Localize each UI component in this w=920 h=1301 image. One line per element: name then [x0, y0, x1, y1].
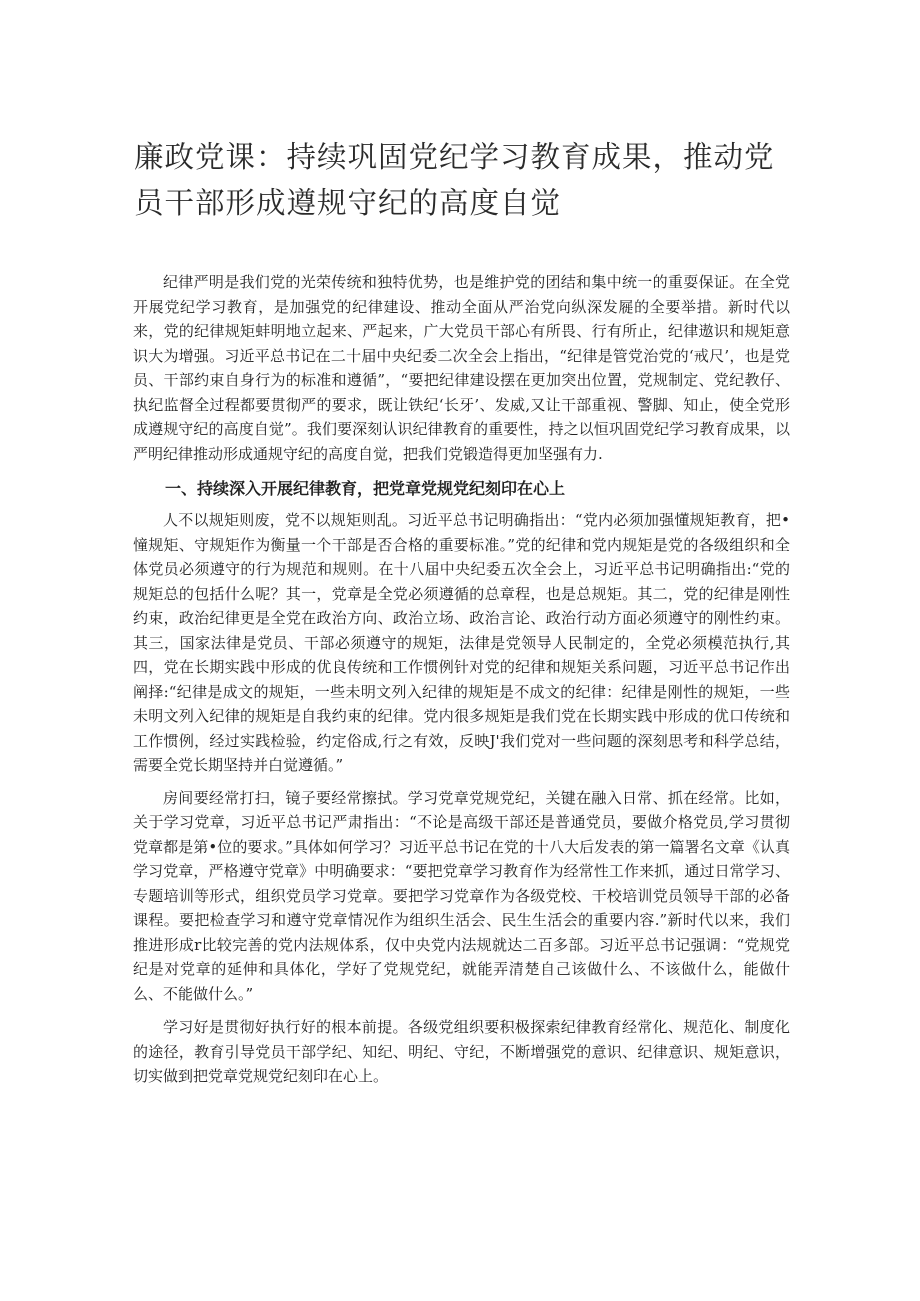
section-heading-1: 一、持续深入开展纪律教育，把党章党规党纪刻印在心上 [165, 479, 566, 498]
intro-paragraph: 纪律严明是我们党的光荣传统和独特优势，也是维护党的团结和集中统一的重耍保证。在全党开展党纪学习教育，是加强党的纪律建设、推动全面从严治党向纵深发屣的全要举措。新时代以来，党的纪律规矩蚌明地立起来、严起来，广大党员干部心有所畏、行有所止，纪律遨识和规矩意识大为增强。习近平总书记在二十届中央纪委二次全会上指出，“纪律是管党治党的‘戒尺’，也是党员、干部约束自身行为的标准和遵循”，“要把纪律建设摆在更加突出位置，党规制定、党纪教仔、执纪监督全过程都要贯彻严的要求，既让铁纪‘长牙’、发威,又让干部重视、警脚、知止，使全党形成遵规守纪的高度自觉”。我们要深刻认识纪律教育的重要性，持之以恒巩固党纪学习教育成果，以严明纪律推动形成通规守纪的高度自觉，把我们党锻造得更加坚强有力. [133, 273, 790, 463]
section1-paragraph-2: 房间要经常打扫，镜子要经常擦拭。学习党章党规党纪，关键在融入日常、抓在经常。比如，关于学习党章，习近平总书记严肃指出：“不论是高级干部还是普通党员，要做介格党员,学习贯彻党章都是第•位的要求。”具体如何学习？习近平总书记在党的十八大后发表的第一篇署名文章《认真学习党章，严格遵守党章》中明确要求：“要把党章学习教育作为经常性工作来抓，通过日常学习、专题培训等形式，组织党员学习党章。要把学习党章作为各级党校、干校培训党员领导干部的必备课程。要把检查学习和遵守党章情况作为组织生活会、民生生活会的重要内容.”新时代以来，我们推进形成r比较完善的党内法规体系，仅中央党内法规就达二百多部。习近平总书记强调：“党规党纪是对党章的延伸和具体化，学好了党规党纪，就能弄清楚自己该做什么、不该做什么，能做什么、不能做什么。” [133, 788, 790, 1003]
section1-paragraph-1: 人不以规矩则废，党不以规矩则乱。习近平总书记明确指出：“党内必须加强懂规矩教育，把•憧规矩、守规矩作为衡量一个干部是否合格的重要标准。”党的纪律和党内规矩是党的各级组织和全体党员必须遵守的行为规范和规则。在十八届中央纪委五次全会上，习近平总书记明确指出:“党的规矩总的包括什么呢？其一，党章是全党必须遵循的总章程，也是总规矩。其二，党的纪律是刚性约束，政治纪律更是全党在政治方向、政治立场、政治言论、政治行动方面必须遵守的刚性约束。其三，国家法律是党员、干部必须遵守的规矩，法律是党领导人民制定的，全党必须模范执行,其四，党在长期实践中形成的优良传统和工作惯例针对党的纪律和规矩关系问题，习近平总书记作出阐择:“纪律是成文的规矩，一些未明文列入纪律的规矩是不成文的纪律：纪律是刚性的规矩，一些未明文列入纪律的规矩是自我约束的纪律。党内很多规矩是我们党在长期实践中形成的优口传统和工作惯例，经过实践检验，约定俗成,行之有效，反映J'我们党对一些问题的深刻思考和科学总结，需要全党长期坚持并白觉遵循。” [133, 511, 790, 774]
section1-paragraph-3: 学习好是贯彻好执行好的根本前提。各级党组织要积极探索纪律教育经常化、规范化、制度化的途径，教育引导党员干部学纪、知纪、明纪、守纪，不断增强党的意识、纪律意识、规矩意识，切实做到把党章党规党纪刻印在心上。 [133, 1018, 790, 1085]
document-title: 廉政党课：持续巩固党纪学习教育成果，推动党员干部形成遵规守纪的高度自觉 [134, 140, 775, 220]
document-body [133, 270, 790, 1089]
